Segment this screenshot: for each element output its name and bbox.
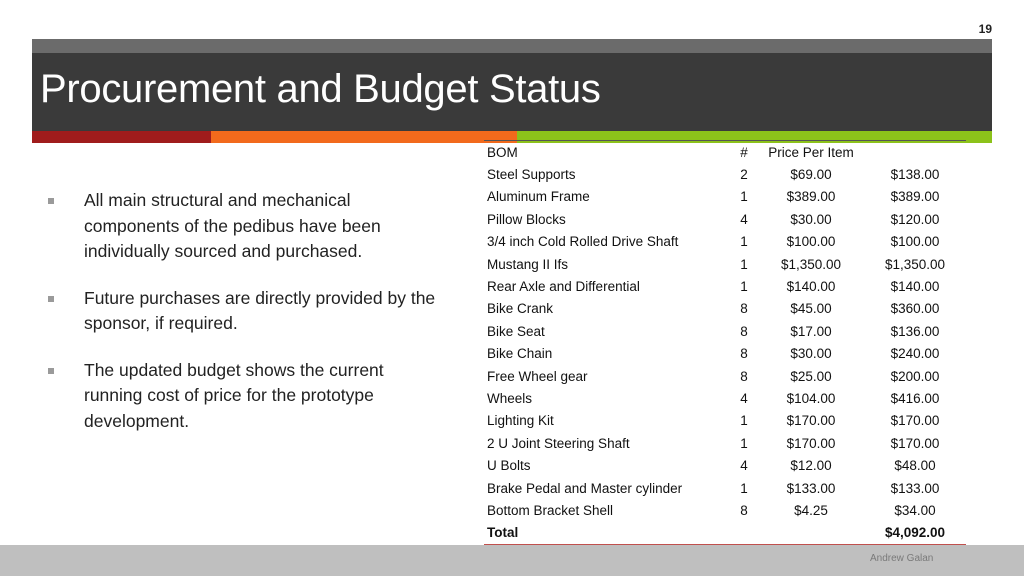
table-row bbox=[484, 186, 966, 208]
table-row bbox=[484, 477, 966, 499]
bullet-item bbox=[48, 188, 438, 265]
bullet-list bbox=[48, 188, 438, 455]
cell-qty: 1 bbox=[740, 279, 748, 295]
cell-unit-price: $140.00 bbox=[786, 279, 836, 295]
cell-unit-price: $17.00 bbox=[790, 323, 832, 339]
cell-total: $170.00 bbox=[890, 435, 940, 451]
cell-qty: 1 bbox=[740, 435, 748, 451]
author-name: Andrew Galan bbox=[870, 553, 934, 564]
table-row bbox=[484, 410, 966, 432]
cell-total: $389.00 bbox=[890, 189, 940, 205]
total-row bbox=[484, 522, 966, 545]
cell-unit-price: $133.00 bbox=[786, 480, 836, 496]
accent-stripe-red bbox=[32, 131, 211, 143]
cell-total: $416.00 bbox=[890, 390, 940, 406]
table-row bbox=[484, 365, 966, 387]
total-value: $4,092.00 bbox=[864, 522, 966, 545]
cell-qty: 4 bbox=[740, 458, 748, 474]
cell-unit-price: $12.00 bbox=[790, 458, 832, 474]
footer-bar bbox=[0, 545, 1024, 576]
cell-item: 3/4 inch Cold Rolled Drive Shaft bbox=[487, 234, 679, 250]
table-row bbox=[484, 253, 966, 275]
header-price-per-item: Price Per Item bbox=[768, 144, 854, 160]
cell-qty: 1 bbox=[740, 480, 748, 496]
cell-qty: 4 bbox=[740, 211, 748, 227]
cell-item: Bike Crank bbox=[487, 301, 554, 317]
table-row bbox=[484, 454, 966, 476]
cell-item: Bike Chain bbox=[487, 346, 553, 362]
square-bullet-icon bbox=[48, 296, 54, 302]
cell-unit-price: $104.00 bbox=[786, 390, 836, 406]
cell-item: Bike Seat bbox=[487, 323, 545, 339]
cell-item: U Bolts bbox=[487, 458, 531, 474]
cell-item: Mustang II Ifs bbox=[487, 256, 569, 272]
table-row bbox=[484, 275, 966, 297]
cell-item: Free Wheel gear bbox=[487, 368, 588, 384]
cell-unit-price: $69.00 bbox=[790, 167, 832, 183]
cell-qty: 1 bbox=[740, 189, 748, 205]
square-bullet-icon bbox=[48, 198, 54, 204]
table-row bbox=[484, 432, 966, 454]
cell-qty: 8 bbox=[740, 301, 748, 317]
cell-qty: 8 bbox=[740, 323, 748, 339]
cell-item: Aluminum Frame bbox=[487, 189, 590, 205]
cell-total: $360.00 bbox=[890, 301, 940, 317]
cell-unit-price: $170.00 bbox=[786, 413, 836, 429]
title-bar bbox=[32, 53, 992, 131]
cell-qty: 1 bbox=[740, 256, 748, 272]
cell-qty: 2 bbox=[740, 167, 748, 183]
cell-total: $100.00 bbox=[890, 234, 940, 250]
cell-item: 2 U Joint Steering Shaft bbox=[487, 435, 630, 451]
cell-total: $240.00 bbox=[890, 346, 940, 362]
table-row bbox=[484, 320, 966, 342]
table-row bbox=[484, 208, 966, 230]
cell-qty: 8 bbox=[740, 502, 748, 518]
cell-item: Lighting Kit bbox=[487, 413, 554, 429]
cell-unit-price: $25.00 bbox=[790, 368, 832, 384]
accent-stripe-orange bbox=[211, 131, 517, 143]
table-row bbox=[484, 387, 966, 409]
bullet-item bbox=[48, 286, 438, 337]
cell-total: $136.00 bbox=[890, 323, 940, 339]
cell-unit-price: $389.00 bbox=[786, 189, 836, 205]
header-total bbox=[864, 141, 966, 164]
cell-unit-price: $100.00 bbox=[786, 234, 836, 250]
bullet-text: The updated budget shows the current running cost of price for the prototype development. bbox=[84, 359, 384, 431]
cell-total: $133.00 bbox=[890, 480, 940, 496]
bullet-item bbox=[48, 358, 438, 435]
table-row bbox=[484, 343, 966, 365]
bullet-text: All main structural and mechanical components of the pedibus have been individually sourced and purchased. bbox=[84, 190, 381, 261]
bullet-text: Future purchases are directly provided by the sponsor, if required. bbox=[84, 287, 436, 333]
cell-item: Pillow Blocks bbox=[487, 211, 566, 227]
cell-total: $48.00 bbox=[894, 458, 936, 474]
table-row bbox=[484, 163, 966, 185]
cell-total: $170.00 bbox=[890, 413, 940, 429]
cell-item: Rear Axle and Differential bbox=[487, 279, 640, 295]
cell-total: $34.00 bbox=[894, 502, 936, 518]
cell-total: $1,350.00 bbox=[884, 256, 946, 272]
table-row bbox=[484, 499, 966, 521]
cell-total: $200.00 bbox=[890, 368, 940, 384]
header-bom: BOM bbox=[487, 144, 518, 160]
cell-item: Brake Pedal and Master cylinder bbox=[487, 480, 683, 496]
cell-unit-price: $30.00 bbox=[790, 211, 832, 227]
top-band bbox=[32, 39, 992, 53]
cell-unit-price: $1,350.00 bbox=[780, 256, 842, 272]
cell-unit-price: $30.00 bbox=[790, 346, 832, 362]
header-qty: # bbox=[740, 144, 748, 160]
cell-unit-price: $4.25 bbox=[794, 502, 828, 518]
cell-qty: 1 bbox=[740, 413, 748, 429]
cell-total: $140.00 bbox=[890, 279, 940, 295]
square-bullet-icon bbox=[48, 368, 54, 374]
cell-qty: 4 bbox=[740, 390, 748, 406]
cell-unit-price: $170.00 bbox=[786, 435, 836, 451]
total-label: Total bbox=[484, 522, 730, 545]
table-header-row bbox=[484, 141, 966, 164]
cell-qty: 8 bbox=[740, 368, 748, 384]
cell-qty: 8 bbox=[740, 346, 748, 362]
cell-item: Bottom Bracket Shell bbox=[487, 502, 614, 518]
cell-unit-price: $45.00 bbox=[790, 301, 832, 317]
slide-title: Procurement and Budget Status bbox=[40, 67, 601, 111]
cell-item: Wheels bbox=[487, 390, 533, 406]
cell-qty: 1 bbox=[740, 234, 748, 250]
table-row bbox=[484, 231, 966, 253]
bom-table bbox=[484, 140, 966, 545]
cell-total: $120.00 bbox=[890, 211, 940, 227]
page-number: 19 bbox=[978, 22, 992, 36]
cell-total: $138.00 bbox=[890, 167, 940, 183]
cell-item: Steel Supports bbox=[487, 167, 576, 183]
table-row bbox=[484, 298, 966, 320]
